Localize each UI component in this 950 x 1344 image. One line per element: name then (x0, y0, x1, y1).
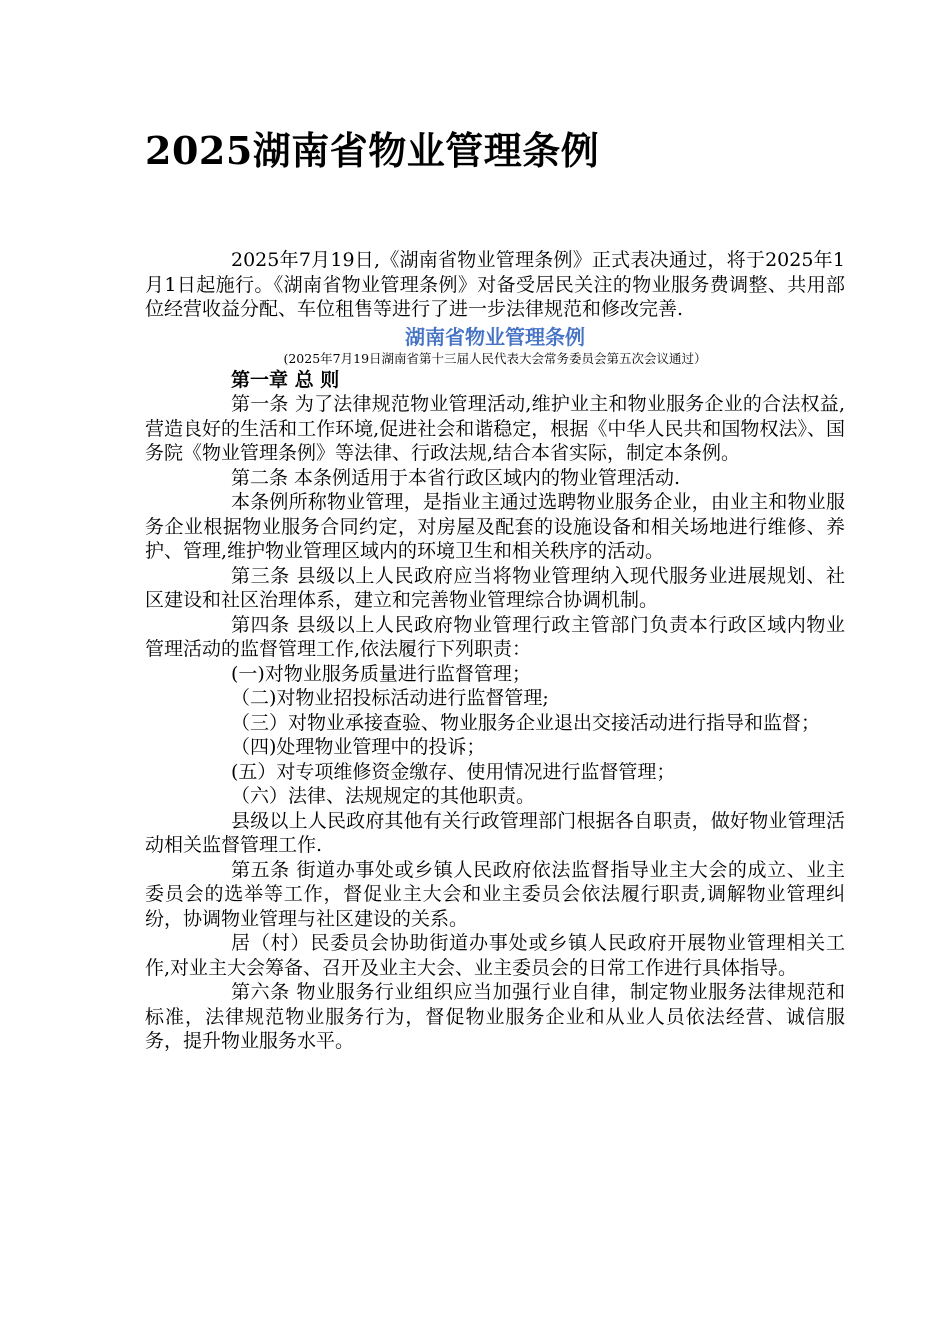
article-paragraph: 县级以上人民政府其他有关行政管理部门根据各自职责，做好物业管理活动相关监督管理工作. (145, 809, 845, 856)
chapter-heading: 第一章 总 则 (231, 368, 340, 391)
document-body (145, 248, 845, 1054)
list-item: （二)对物业招投标活动进行监督管理; (231, 687, 549, 709)
article-paragraph: 第六条 物业服务行业组织应当加强行业自律，制定物业服务法律规范和标准，法律规范物业服务行为，督促物业服务企业和从业人员依法经营、诚信服务，提升物业服务水平。 (145, 981, 845, 1052)
article-paragraph: 第三条 县级以上人民政府应当将物业管理纳入现代服务业进展规划、社区建设和社区治理体系，建立和完善物业管理综合协调机制。 (145, 564, 845, 611)
article-paragraph: 第五条 街道办事处或乡镇人民政府依法监督指导业主大会的成立、业主委员会的选举等工作，督促业主大会和业主委员会依法履行职责,调解物业管理纠纷，协调物业管理与社区建设的关系。 (145, 858, 845, 930)
article-paragraph: 本条例所称物业管理，是指业主通过选聘物业服务企业，由业主和物业服务企业根据物业服务合同约定，对房屋及配套的设施设备和相关场地进行维修、养护、管理,维护物业管理区域内的环境卫生和相关秩序的活动。 (145, 491, 845, 562)
list-item: （六）法律、法规规定的其他职责。 (231, 785, 536, 807)
intro-paragraph: 2025年7月19日,《湖南省物业管理条例》正式表决通过，将于2025年1月1日起施行。《湖南省物业管理条例》对备受居民关注的物业服务费调整、共用部位经营收益分配、车位租售等进行了进一步法律规范和修改完善. (145, 249, 845, 320)
article-paragraph: 居（村）民委员会协助街道办事处或乡镇人民政府开展物业管理相关工作,对业主大会筹备、召开及业主大会、业主委员会的日常工作进行具体指导。 (145, 932, 845, 979)
regulation-subtitle: (2025年7月19日湖南省第十三届人民代表大会常务委员会第五次会议通过） (283, 350, 707, 366)
list-item: (一)对物业服务质量进行监督管理； (231, 662, 531, 685)
article-paragraph: 第四条 县级以上人民政府物业管理行政主管部门负责本行政区域内物业管理活动的监督管理工作,依法履行下列职责： (145, 613, 845, 660)
list-item: (五）对专项维修资金缴存、使用情况进行监督管理； (231, 760, 676, 783)
list-item: （三）对物业承接查验、物业服务企业退出交接活动进行指导和监督； (231, 711, 821, 734)
article-paragraph: 第一条 为了法律规范物业管理活动,维护业主和物业服务企业的合法权益,营造良好的生活和工作环境,促进社会和谐稳定，根据《中华人民共和国物权法》、国务院《物业管理条例》等法律、行政法规,结合本省实际，制定本条例。 (145, 393, 845, 464)
list-item: （四)处理物业管理中的投诉； (231, 736, 486, 758)
article-paragraph: 第二条 本条例适用于本省行政区域内的物业管理活动. (231, 466, 681, 489)
regulation-title: 湖南省物业管理条例 (405, 324, 585, 349)
document-title: 2025湖南省物业管理条例 (145, 128, 600, 173)
